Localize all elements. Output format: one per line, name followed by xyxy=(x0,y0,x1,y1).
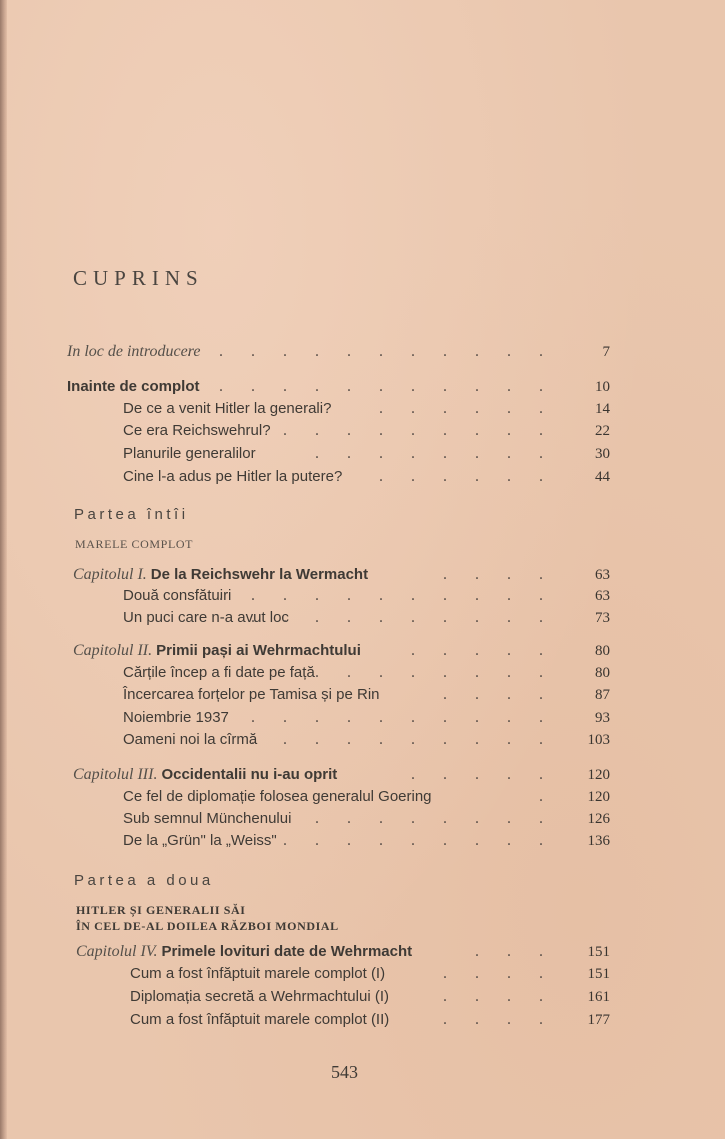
toc-subentry xyxy=(0,466,725,488)
entry-label: Noiembrie 1937 xyxy=(123,709,229,726)
toc-subentry xyxy=(0,420,725,442)
leader-dots: . . . . xyxy=(443,988,555,1005)
part-subtitle-line2: ÎN CEL DE-AL DOILEA RĂZBOI MONDIAL xyxy=(76,919,339,933)
page-ref: 151 xyxy=(587,966,610,982)
toc-subentry xyxy=(0,398,725,420)
leader-dots: . . . . xyxy=(443,566,555,583)
toc-subentry xyxy=(0,963,725,985)
page-ref: 44 xyxy=(595,469,610,485)
chapter-prefix: Capitolul IV. xyxy=(76,943,158,960)
page-ref: 120 xyxy=(587,767,610,783)
toc-chapter xyxy=(0,764,725,786)
toc-heading: CUPRINS xyxy=(73,266,204,290)
page-ref: 63 xyxy=(595,588,610,604)
leader-dots: . . . . . xyxy=(411,642,555,659)
leader-dots: . . . . . . . . . . . . xyxy=(187,378,555,395)
leader-dots: . . . xyxy=(475,943,555,960)
page-ref: 30 xyxy=(595,446,610,462)
toc-chapter xyxy=(0,564,725,586)
toc-subentry xyxy=(0,707,725,729)
page-ref: 63 xyxy=(595,567,610,583)
toc-subentry xyxy=(0,786,725,808)
entry-label: De la „Grün" la „Weiss" xyxy=(123,832,277,849)
leader-dots: . . . . . . . . . . . xyxy=(219,587,555,604)
entry-label: Un puci care n-a avut loc xyxy=(123,609,289,626)
entry-label: De ce a venit Hitler la generali? xyxy=(123,400,332,417)
toc-subentry xyxy=(0,729,725,751)
entry-label: Cine l-a adus pe Hitler la putere? xyxy=(123,468,343,485)
leader-dots: . . . . . . . . . . xyxy=(251,709,555,726)
toc-entry-intro xyxy=(0,341,725,363)
toc-subentry xyxy=(0,607,725,629)
page-ref: 93 xyxy=(595,710,610,726)
page-ref: 177 xyxy=(587,1012,610,1028)
entry-label: Planurile generalilor xyxy=(123,445,256,462)
entry-label: Cărțile încep a fi date pe față xyxy=(123,664,315,681)
part-heading: Partea a doua xyxy=(74,872,214,889)
page-ref: 103 xyxy=(587,732,610,748)
page-ref: 80 xyxy=(595,665,610,681)
toc-subentry xyxy=(0,684,725,706)
leader-dots: . xyxy=(539,788,555,805)
toc-chapter xyxy=(0,941,725,963)
leader-dots: . . . . xyxy=(443,1011,555,1028)
page-ref: 126 xyxy=(587,811,610,827)
chapter-prefix: Capitolul III. xyxy=(73,766,158,783)
chapter-title: De la Reichswehr la Wermacht xyxy=(150,566,369,583)
toc-subentry xyxy=(0,585,725,607)
toc-entry-prelude xyxy=(0,376,725,398)
leader-dots: . . . . . . . . xyxy=(315,810,555,827)
leader-dots: . . . . . . . . . xyxy=(283,832,555,849)
entry-label: Sub semnul Münchenului xyxy=(123,810,292,827)
entry-label: Cum a fost înfăptuit marele complot (I) xyxy=(130,965,386,982)
page-ref: 73 xyxy=(595,610,610,626)
page-ref: 161 xyxy=(587,989,610,1005)
leader-dots: . . . . . . xyxy=(379,400,555,417)
leader-dots: . . . . . . . . . . xyxy=(251,731,555,748)
toc-subentry xyxy=(0,830,725,852)
leader-dots: . . . . . . . . . . . . xyxy=(187,343,555,360)
page-ref: 7 xyxy=(602,344,610,360)
toc-subentry xyxy=(0,986,725,1008)
entry-label: Oameni noi la cîrmă xyxy=(123,731,258,748)
part-subtitle: MARELE COMPLOT xyxy=(75,537,194,551)
leader-dots: . . . . . . . . . . xyxy=(251,609,555,626)
entry-label: Încercarea forțelor pe Tamisa și pe Rin xyxy=(123,686,380,703)
entry-label: Ce fel de diplomație folosea generalul Goering xyxy=(123,788,432,805)
entry-label: Diplomația secretă a Wehrmachtului (I) xyxy=(130,988,389,1005)
toc-chapter xyxy=(0,640,725,662)
page-ref: 87 xyxy=(595,687,610,703)
toc-subentry xyxy=(0,662,725,684)
part-heading: Partea întîi xyxy=(74,506,189,523)
leader-dots: . . . . . . xyxy=(379,468,555,485)
page-ref: 120 xyxy=(587,789,610,805)
chapter-title: Primele lovituri date de Wehrmacht xyxy=(161,943,413,960)
toc-subentry xyxy=(0,808,725,830)
page-number: 543 xyxy=(331,1062,358,1082)
leader-dots: . . . . . . . . . xyxy=(283,422,555,439)
leader-dots: . . . . . xyxy=(411,766,555,783)
entry-label: In loc de introducere xyxy=(67,343,201,360)
leader-dots: . . . . . . . . xyxy=(315,445,555,462)
chapter-title: Occidentalii nu i-au oprit xyxy=(161,766,338,783)
entry-label: Ce era Reichswehrul? xyxy=(123,422,271,439)
chapter-prefix: Capitolul II. xyxy=(73,642,153,659)
toc-subentry xyxy=(0,1009,725,1031)
leader-dots: . . . . xyxy=(443,686,555,703)
entry-label: Cum a fost înfăptuit marele complot (II) xyxy=(130,1011,390,1028)
page-ref: 22 xyxy=(595,423,610,439)
part-subtitle-line1: HITLER ȘI GENERALII SĂI xyxy=(76,903,246,917)
entry-label: Două consfătuiri xyxy=(123,587,232,604)
entry-label: Inainte de complot xyxy=(67,378,200,395)
leader-dots: . . . . xyxy=(443,965,555,982)
page-ref: 10 xyxy=(595,379,610,395)
page-ref: 151 xyxy=(587,944,610,960)
page-ref: 80 xyxy=(595,643,610,659)
chapter-title: Primii pași ai Wehrmachtului xyxy=(156,642,361,659)
chapter-prefix: Capitolul I. xyxy=(73,566,147,583)
page-ref: 14 xyxy=(595,401,610,417)
page-ref: 136 xyxy=(587,833,610,849)
leader-dots: . . . . . . . . xyxy=(315,664,555,681)
toc-subentry xyxy=(0,443,725,465)
